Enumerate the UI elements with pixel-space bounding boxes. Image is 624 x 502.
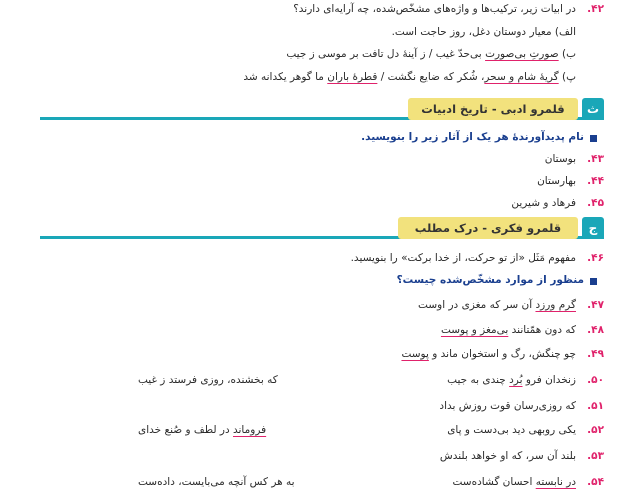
q48-prefix: که دون همّتانند — [508, 324, 576, 336]
q42-line-pe — [243, 71, 576, 83]
q53-text: بلند آن سر، که او خواهد بلندش — [439, 450, 576, 462]
q54-right-rest: احسان گشاده‌ست — [452, 476, 536, 488]
section-j-title: قلمرو فکری - درک مطلب — [398, 217, 578, 239]
q54-left-hemistich: به هر کس آنچه می‌بایست، داده‌ست — [138, 476, 295, 488]
q54-number: ۵۴. — [587, 476, 604, 488]
q48-underlined: بی‌مغز و پوست — [440, 324, 509, 336]
q42-pe-underlined-1: گریهٔ شام و سحر — [484, 71, 559, 83]
q44-number: ۴۴. — [587, 175, 604, 187]
section-j-instruction: منظور از موارد مشخّص‌شده چیست؟ — [396, 274, 584, 286]
q52-left-rest: در لطف و صُنع خدای — [138, 424, 233, 436]
bullet-square-icon — [590, 135, 597, 142]
bullet-square-icon — [590, 278, 597, 285]
q42-pe-end: ما گوهر یکدانه شد — [243, 71, 328, 83]
q47-rest: آن سر که مغزی در اوست — [418, 299, 536, 311]
q42-pe-underlined-2: قطرهٔ باران — [327, 71, 378, 83]
q42-number: ۴۲. — [587, 3, 604, 15]
q42-be-prefix: ب) — [558, 48, 576, 60]
q44-text: بهارستان — [537, 175, 576, 187]
section-th-instruction: نام پدیدآورندهٔ هر یک از آثار زیر را بنویسید. — [361, 131, 584, 143]
q48-text — [441, 324, 576, 336]
q43-number: ۴۳. — [587, 153, 604, 165]
q54-right-hemistich — [452, 476, 576, 488]
q42-be-rest: بی‌حدّ غیب / ز آینهٔ دل تافت بر موسی ز جیب — [286, 48, 486, 60]
q42-question: در ابیات زیر، ترکیب‌ها و واژه‌های مشخّص‌شده، چه آرایه‌ای دارند؟ — [293, 3, 576, 15]
q50-right-rest: چندی به جیب — [447, 374, 510, 386]
q42-pe-prefix: پ) — [558, 71, 576, 83]
q46-number: ۴۶. — [587, 252, 604, 264]
q49-prefix: چو چنگش، رگ و استخوان ماند و — [428, 348, 576, 360]
q42-line-alef: الف) معیار دوستان دغل، روز حاجت است. — [391, 26, 576, 38]
q52-left-hemistich — [138, 424, 266, 436]
q54-underlined: در نابسته — [535, 476, 576, 488]
q49-underlined: پوست — [401, 348, 429, 360]
q51-number: ۵۱. — [587, 400, 604, 412]
q52-underlined: فروماند — [233, 424, 267, 436]
q42-be-underlined: صورتِ بی‌صورت — [485, 48, 559, 60]
q45-text: فرهاد و شیرین — [511, 197, 576, 209]
q52-right-hemistich: یکی روبهی دید بی‌دست و پای — [447, 424, 576, 436]
q50-left-hemistich: که بخشنده، روزی فرستد ز غیب — [138, 374, 278, 386]
q49-text — [401, 348, 576, 360]
q48-number: ۴۸. — [587, 324, 604, 336]
q50-underlined: بُرد — [509, 374, 523, 386]
q53-number: ۵۳. — [587, 450, 604, 462]
q50-number: ۵۰. — [587, 374, 604, 386]
section-th-badge: ث — [582, 98, 604, 120]
q49-number: ۴۹. — [587, 348, 604, 360]
q45-number: ۴۵. — [587, 197, 604, 209]
q51-text: که روزی‌رسان قوت روزش بداد — [439, 400, 576, 412]
q47-underlined: گرم ورزد — [535, 299, 576, 311]
q50-right-hemistich — [447, 374, 576, 386]
q42-pe-middle: ، شُکر که ضایع نگشت / — [377, 71, 485, 83]
q50-right-prefix: زنخدان فرو — [522, 374, 576, 386]
q43-text: بوستان — [544, 153, 576, 165]
q46-text: مفهوم مَثَل «از تو حرکت، از خدا برکت» را بنویسید. — [350, 252, 576, 264]
section-th-title: قلمرو ادبی - تاریخ ادبیات — [408, 98, 578, 120]
q47-text — [418, 299, 576, 311]
q42-line-be — [286, 48, 576, 60]
q52-number: ۵۲. — [587, 424, 604, 436]
section-j-badge: ج — [582, 217, 604, 239]
q47-number: ۴۷. — [587, 299, 604, 311]
